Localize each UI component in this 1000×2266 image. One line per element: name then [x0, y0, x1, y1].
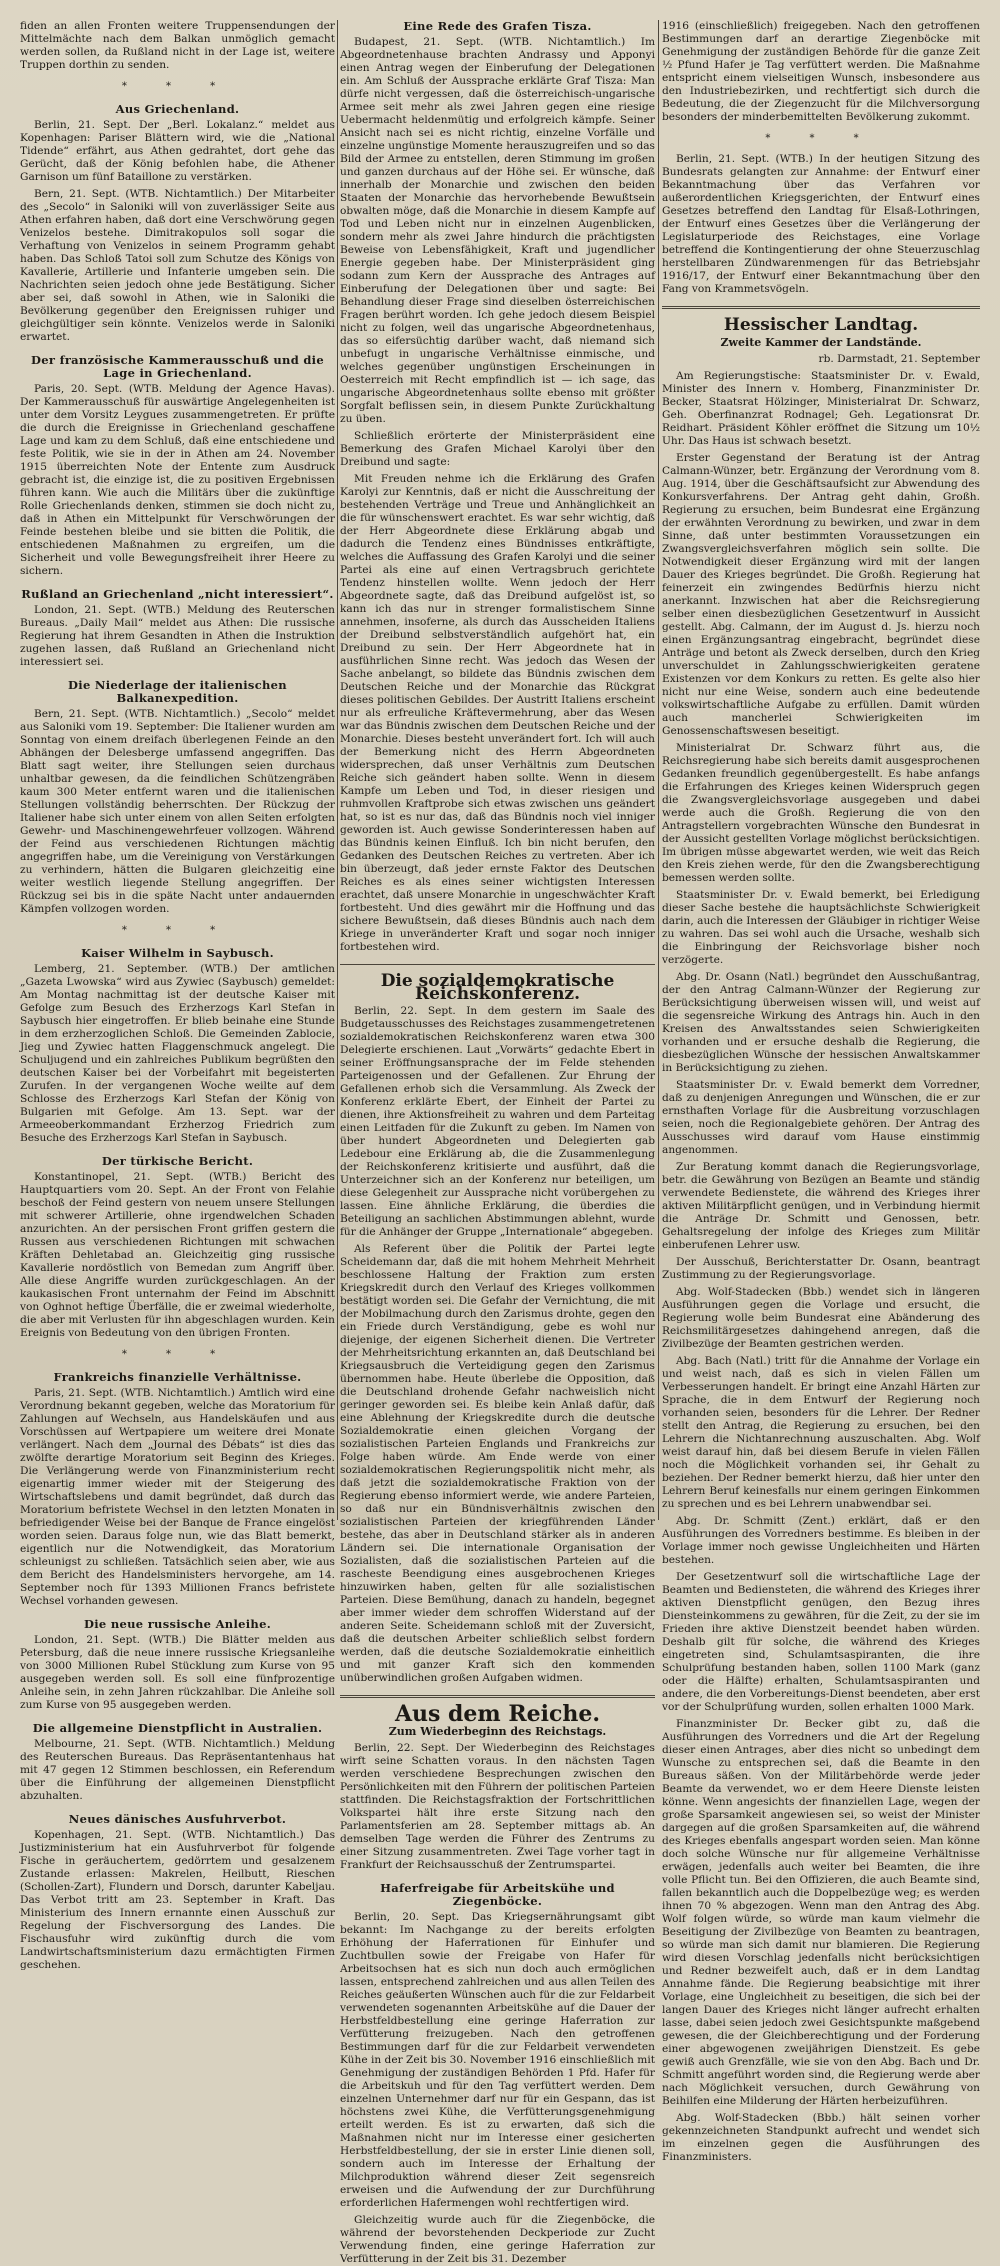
- article-paragraph: Abg. Dr. Schmitt (Zent.) erklärt, daß er den Ausführungen des Vorredners bestimme. Es bleiben in der Vorlage immer noch gewisse Ungleichheiten und Härten bestehen.: [662, 1515, 980, 1566]
- article-paragraph: Am Regierungstische: Staatsminister Dr. v. Ewald, Minister des Innern v. Homberg, Finanzminister Dr. Becker, Staatsrat Hölzinger, Ministerialrat Dr. Schwarz, Geh. Oberfinanzrat Rodnagel; Geh. Legationsrat Dr. Reidhart. Präsident Köhler eröffnet die Sitzung um 10½ Uhr. Das Haus ist schwach besetzt.: [662, 370, 980, 447]
- article-paragraph: Abg. Wolf-Stadecken (Bbb.) wendet sich in längeren Ausführungen gegen die Vorlage und ersucht, die Regierung wolle beim Bundesrat eine Abänderung des Reichsmilitärgesetzes dahingehend anregen, daß die Zivilbezüge der Beamten gestrichen werden.: [662, 1286, 980, 1350]
- headline-kammerausschuss: Der französische Kammerausschuß und die Lage in Griechenland.: [31, 353, 324, 380]
- column-right: [662, 20, 980, 2163]
- article-paragraph: Der Ausschuß, Berichterstatter Dr. Osann, beantragt Zustimmung zu der Regierungsvorlage.: [662, 1256, 980, 1281]
- headline-tisza: Eine Rede des Grafen Tisza.: [403, 19, 592, 33]
- article-paragraph: Lemberg, 21. September. (WTB.) Der amtlichen „Gazeta Lwowska“ wird aus Zywiec (Saybusch) gemeldet: Am Montag nachmittag ist der deutsche Kaiser mit Gefolge zum Besuch des Erzherzogs Karl Stefan in Saybusch hier eingetroffen. Er blieb beinahe eine Stunde in dem erzherzoglichen Schloß. Die Gemeinden Zablocie, Jieg und Zywiec hatten Flaggenschmuck angelegt. Die Schuljugend und ein zahlreiches Publikum begrüßten den deutschen Kaiser bei der Vorbeifahrt mit begeisterten Zurufen. In der vergangenen Woche weilte auf dem Schlosse des Erzherzogs Karl Stefan der König von Bulgarien mit Gefolge. Am 13. Sept. war der Armeeoberkommandant Erzherzog Friedrich zum Besuche des Erzherzogs Karl Stefan in Saybusch.: [20, 963, 335, 1144]
- article-paragraph: Abg. Bach (Natl.) tritt für die Annahme der Vorlage ein und weist nach, daß es sich in vielen Fällen um Verbesserungen handelt. Er bringt eine Anzahl Härten zur Sprache, die in dem Entwurf der Regierung noch vorhanden seien, besonders für die Lehrer. Der Redner stellt den Antrag, die Regierung zu ersuchen, bei den Lehrern die Nichtanrechnung auszuschalten. Abg. Wolf weist darauf hin, daß bei diesem Berufe in vielen Fällen noch die Möglichkeit vorhanden sei, ihr Gehalt zu beziehen. Der Redner bemerkt hierzu, daß hier unter den Lehrern Beruf keinesfalls nur einem geringen Einkommen zu sprechen und es bei Lehrern unabwendbar sei.: [662, 1355, 980, 1510]
- section-divider-stars: * * *: [121, 1349, 234, 1360]
- article-paragraph: Berlin, 20. Sept. Das Kriegsernährungsamt gibt bekannt: Im Nachgange zu der bereits erfolgten Erhöhung der Haferrationen für Einhufer und Zuchtbullen sowie der Freigabe von Hafer für Arbeitsochsen hat es sich nun doch auch ermöglichen lassen, entsprechend zahlreichen und aus allen Teilen des Reiches geäußerten Wünschen auch für die zur Feldarbeit verwendeten sogenannten Arbeitskühe auf die Dauer der Herbstfeldbestellung eine geringe Haferration zur Verfütterung freizugeben. Nach den getroffenen Bestimmungen darf für die zur Feldarbeit verwendeten Kühe in der Zeit bis 30. November 1916 einschließlich mit Genehmigung der zuständigen Behörden 1 Pfd. Hafer für die Arbeitskuh und für den Tag verfüttert werden. Dem einzelnen Unternehmer darf nur für ein Gespann, das ist höchstens zwei Kühe, die Verfütterungsgenehmigung erteilt werden. Es ist zu erwarten, daß sich die Maßnahmen nicht nur im Interesse einer gesicherten Herbstfeldbestellung, der sie in erster Linie dienen soll, sondern auch im Interesse der Erhaltung der Milchproduktion während dieser Zeit segensreich erweisen und die Aufwendung der zur Durchführung erforderlichen Hafermengen wohl rechtfertigen wird.: [340, 1911, 655, 2209]
- article-paragraph: Mit Freuden nehme ich die Erklärung des Grafen Karolyi zur Kenntnis, daß er nicht die Ausschreitung der bestehenden Verträge und Treue und Anhänglichkeit an die für wünschenswert erachtet. Es war sehr wichtig, daß der Herr Abgeordnete diese Erklärung abgab und dadurch die Tendenz eines Bündnisses entkräftigte, welches die Auffassung des Grafen Karolyi und die seiner Partei als eine auf einen Vertragsbruch gerichtete Tendenz hinstellen wollte. Wenn jedoch der Herr Abgeordnete sagte, daß das Dreibund aufgelöst ist, so kann ich das nur in strenger formalistischem Sinne annehmen, insoferne, als durch das Ausscheiden Italiens der Dreibund selbstverständlich aufgehört hat, ein Dreibund zu sein. Der Herr Abgeordnete hat in ausführlichen Sinne recht. Was jedoch das Wesen der Sache anbelangt, so bildete das Bündnis zwischen dem Deutschen Reiche und der Monarchie das Rückgrat dieses politischen Gebildes. Der Austritt Italiens erscheint nur als erfreuliche Kräftevermehrung, aber das Wesen war das Bündnis zwischen dem Deutschen Reiche und der Monarchie. Dieses besteht unverändert fort. Ich will auch der Bemerkung nicht des Herrn Abgeordneten widersprechen, daß unser Verhältnis zum Deutschen Reiche sich geändert haben sollte. Wenn in diesem Kampfe um Leben und Tod, in dieser riesigen und ruhmvollen Kraftprobe sich etwas zwischen uns geändert hat, so ist es nur das, daß das Bündnis noch viel inniger geworden ist. Auch gewisse Sonderinteressen haben auf das Bündnis keinen Einfluß. Ich bin nicht berufen, den Gedanken des Deutschen Reiches zu vertreten. Aber ich bin überzeugt, daß jeder ernste Faktor des Deutschen Reiches es als eines seiner wichtigsten Interessen erachtet, daß unsere Monarchie in ungeschwächter Kraft fortbesteht. Und dies gewährt mir die Hoffnung und das sichere Bewußtsein, daß dieses Bündnis auch nach dem Kriege in unveränderter Kraft und sogar noch inniger fortbestehen wird.: [340, 473, 655, 953]
- article-paragraph: Berlin, 21. Sept. Der „Berl. Lokalanz.“ meldet aus Kopenhagen: Pariser Blättern wird, wie die „National Tidende“ erfährt, aus Athen gedrahtet, dort gehe das Gerücht, daß der König befohlen habe, die Athener Garnison um fünf Bataillone zu verstärken.: [20, 119, 335, 183]
- article-paragraph: Staatsminister Dr. v. Ewald bemerkt, bei Erledigung dieser Sache bestehe die hauptsächlichste Schwierigkeit darin, auch die Interessen der Gläubiger in richtiger Weise zu wahren. Das sei wohl auch die Ursache, weshalb sich die Einbringung der Reichsvorlage bisher noch verzögerte.: [662, 889, 980, 966]
- article-paragraph: Berlin, 21. Sept. (WTB.) In der heutigen Sitzung des Bundesrats gelangten zur Annahme: der Entwurf einer Bekanntmachung über das Verfahren vor außerordentlichen Kriegsgerichten, der Entwurf eines Gesetzes betreffend den Landtag für Elsaß-Lothringen, der Entwurf eines Gesetzes über die Verlängerung der Legislaturperiode des Reichstages, eine Vorlage betreffend die Kontingentierung der ohne Steuerzuschlag herstellbaren Zündwarenmengen für das Betriebsjahr 1916/17, der Entwurf einer Bekanntmachung über den Fang von Krammetsvögeln.: [662, 153, 980, 295]
- article-paragraph: Kopenhagen, 21. Sept. (WTB. Nichtamtlich.) Das Justizministerium hat ein Ausfuhrverbot für folgende Fische in geräuchertem, gedörrtem und gesalzenem Zustande erlassen: Makrelen, Heilbutt, Rieschen (Schollen-Zart), Flundern und Dorsch, darunter Kabeljau. Das Verbot tritt am 23. September in Kraft. Das Ministerium des Innern ernannte einen Ausschuß zur Regelung der Fischversorgung des Landes. Die Fischausfuhr wird zukünftig durch die vom Landwirtschaftsministerium dazu ermächtigten Firmen geschehen.: [20, 1829, 335, 1971]
- headline-frankreich-finanzen: Frankreichs finanzielle Verhältnisse.: [53, 1370, 302, 1384]
- article-paragraph: Erster Gegenstand der Beratung ist der Antrag Calmann-Wünzer, betr. Ergänzung der Verordnung vom 8. Aug. 1914, über die Geschäftsaufsicht zur Abwendung des Konkursverfahrens. Der Antrag geht dahin, Großh. Regierung zu ersuchen, beim Bundesrat eine Ergänzung der erwähnten Verordnung zu bewirken, und zwar in dem Sinne, daß unter bestimmten Voraussetzungen ein Zwangsvergleichsverfahren möglich sein sollte. Die Notwendigkeit dieser Ergänzung wird mit der langen Dauer des Krieges begründet. Die Großh. Regierung hat feinerzeit ein zwingendes Bedürfnis hierzu nicht anerkannt. Inzwischen hat aber die Reichsregierung selber einen diesbezüglichen Gesetzentwurf in Aussicht gestellt. Abg. Calmann, der im August d. Js. hierzu noch einen Ergänzungsantrag eingebracht, begründet diese Anträge und betont als Zweck derselben, durch den Krieg unverschuldet in Zahlungsschwierigkeiten geratene Existenzen vor dem Konkurs zu retten. Es gelte also hier nicht nur eine Weise, sondern auch eine bedeutende volkswirtschaftliche Aufgabe zu erfüllen. Damit würden auch mancherlei Schwierigkeiten im Genossenschaftswesen beseitigt.: [662, 452, 980, 737]
- subheadline-reichstag: Zum Wiederbeginn des Reichstags.: [388, 1725, 607, 1738]
- subheadline-zweite-kammer: Zweite Kammer der Landstände.: [720, 336, 922, 349]
- article-paragraph: Gleichzeitig wurde auch für die Ziegenböcke, die während der bevorstehenden Deckperiode zur Zucht Verwendung finden, eine geringe Haferration zur Verfütterung in der Zeit bis 31. Dezember: [340, 2214, 655, 2265]
- section-divider-stars: * * *: [121, 81, 234, 92]
- article-paragraph: Finanzminister Dr. Becker gibt zu, daß die Ausführungen des Vorredners und die Art der Regelung dieser einen Antrages, aber dies nicht so unbedingt dem Wunsche zu entsprechen sei, daß die Beamte in den Bureaus säßen. Von der Militärbehörde werde jeder Beamte da verwendet, wo er dem Heere Dienste leisten könne. Wenn angesichts der finanziellen Lage, wegen der große Sparsamkeit angewiesen sei, so weist der Minister dargegen auf die großen Sparsamkeiten auf, die während des Krieges ebenfalls angespart worden seien. Man könne doch solche Wünsche nur für allgemeine Verhältnisse erwägen, jedenfalls auch weiter bei Beamten, die ihre volle Pflicht tun. Bei den Offizieren, die auch Beamte sind, fallen bekanntlich auch die Doppelbezüge weg; es werden ihnen 70 % abgezogen. Wenn man den Antrag des Abg. Wolf folgen würde, so würde man kaum vielmehr die Beseitigung der Zivilbezüge von Beamten zu beantragen, so würde man sich damit nur blamieren. Die Regierung wird diesen Vorschlag jedenfalls nicht berücksichtigen und Redner bezweifelt auch, daß er in dem Landtag Annahme fände. Die Regierung beabsichtige mit ihrer Vorlage, eine Ungleichheit zu beseitigen, die sich bei der langen Dauer des Krieges nicht länger aufrecht erhalten lasse, dabei seien jedoch zwei Gesichtspunkte maßgebend gewesen, die der Gleichberechtigung und der Forderung einer abgewogenen zweijährigen Dienstzeit. Es gebe gewiß auch Grenzfälle, wie sie von den Abg. Bach und Dr. Schmitt angeführt worden sind, die Regierung werde aber nach Möglichkeit versuchen, durch Gewährung von Beihilfen eine Milderung der Härten herbeizuführen.: [662, 1718, 980, 2107]
- section-rule: [662, 306, 980, 309]
- article-paragraph: Budapest, 21. Sept. (WTB. Nichtamtlich.) Im Abgeordnetenhause brachten Andrassy und Apponyi einen Antrag wegen der Einberufung der Delegationen ein. Am Schluß der Aussprache erklärte Graf Tisza: Man dürfe nicht vergessen, daß die österreichisch-ungarische Armee seit mehr als zwei Jahren gegen eine riesige Uebermacht heldenmütig und erfolgreich kämpfe. Seiner Ansicht nach sei es nicht richtig, einzelne Vorfälle und einzelne ungünstige Momente herauszugreifen und so das Bild der Armee zu entstellen, deren Stimmung im großen und ganzen durchaus auf der Höhe sei. Er wünsche, daß innerhalb der Monarchie und zwischen den beiden Staaten der Monarchie das hervorhebende Bewußtsein obwalten möge, daß die Monarchie in diesem Kampfe auf Tod und Leben nicht nur in einzelnen Augenblicken, sondern mehr als zwei Jahre hindurch die prächtigsten Beweise von Lebensfähigkeit, Kraft und jugendlicher Energie gegeben habe. Der Ministerpräsident ging sodann zum Kern der Aussprache des Antrages auf Einberufung der Delegationen über und sagte: Bei Behandlung dieser Frage sind dieselben österreichischen Fragen berührt worden. Ich gehe jedoch diesem Beispiel nicht zu folgen, weil das ungarische Abgeordnetenhaus, das so eifersüchtig darüber wacht, daß niemand sich unbefugt in ungarische Verhältnisse einmische, und welches gegenüber ungünstigen Erscheinungen in Oesterreich mit Recht empfindlich ist — ich sage, das ungarische Abgeordnetenhaus sollte ebenso mit größter Sorgfalt beflissen sein, in diesem Punkte Zurückhaltung zu üben.: [340, 36, 655, 425]
- headline-reichskonferenz: Die sozialdemokratische Reichskonferenz.: [380, 971, 615, 1004]
- headline-russland: Rußland an Griechenland „nicht interessiert“.: [21, 587, 334, 601]
- article-paragraph: Berlin, 22. Sept. In dem gestern im Saale des Budgetausschusses des Reichstages zusammengetretenen sozialdemokratischen Reichskonferenz waren etwa 300 Delegierte erschienen. Laut „Vorwärts“ gedachte Ebert in seiner Eröffnungsansprache der im Felde stehenden Parteigenossen und der Gefallenen. Zur Ehrung der Gefallenen erhob sich die Versammlung. Als Zweck der Konferenz erklärte Ebert, der Einheit der Partei zu dienen, ihre Aktionsfreiheit zu wahren und dem Parteitag einen Leitfaden für die Zukunft zu geben. Im Namen von über hundert Abgeordneten und Delegierten gab Ledebour eine Erklärung ab, die die Zusammenlegung der Reichskonferenz kritisierte und ausführt, daß die Unterzeichner sich an der Konferenz nur beteiligen, um diese Gelegenheit zur Aussprache nicht vorübergehen zu lassen. Eine ähnliche Erklärung, die überdies die Beteiligung an sachlichen Abstimmungen ablehnt, wurde für die Anhänger der Gruppe „Internationale“ abgegeben.: [340, 1005, 655, 1238]
- article-paragraph: Paris, 20. Sept. (WTB. Meldung der Agence Havas). Der Kammerausschuß für auswärtige Angelegenheiten ist unter dem Vorsitz Leygues zusammengetreten. Er prüfte die durch die Ereignisse in Griechenland geschaffene Lage und kam zu dem Schluß, daß eine entschiedene und feste Politik, wie sie in der in Athen am 24. November 1915 überreichten Note der Entente zum Ausdruck gebracht ist, die einzige ist, die zu positiven Ergebnissen führen kann. Wie auch die Militärs über die zukünftige Rolle Griechenlands denken, stimmen sie doch nicht zu, daß in Athen ein Mittelpunkt für Verschwörungen der Feinde bestehen bleibe und sie bitten die Politik, die entschiedenen Maßnahmen zu ergreifen, um die Sicherheit und volle Bewegungsfreiheit ihrer Heere zu sichern.: [20, 383, 335, 577]
- article-paragraph: Berlin, 22. Sept. Der Wiederbeginn des Reichstages wirft seine Schatten voraus. In den nächsten Tagen werden verschiedene Besprechungen zwischen den Persönlichkeiten mit den Führern der politischen Parteien stattfinden. Die Reichstagsfraktion der Fortschrittlichen Volkspartei hält ihre erste Sitzung nach den Parlamentsferien am 28. September mittags ab. An demselben Tage werden die Führer des Zentrums zu einer Sitzung zusammentreten. Zwei Tage vorher tagt in Frankfurt der Reichsausschuß der Zentrumspartei.: [340, 1742, 655, 1871]
- column-rule: [658, 20, 659, 1520]
- lead-paragraph: fiden an allen Fronten weitere Truppensendungen der Mittelmächte nach dem Balkan unmöglich gemacht werden sollen, da Rußland nicht in der Lage ist, weitere Truppen dorthin zu senden.: [20, 20, 335, 71]
- article-paragraph: London, 21. Sept. (WTB.) Meldung des Reuterschen Bureaus. „Daily Mail“ meldet aus Athen: Die russische Regierung hat ihrem Gesandten in Athen die Instruktion zugehen lassen, daß Rußland an Griechenland nicht interessiert sei.: [20, 604, 335, 668]
- section-rule: [340, 964, 655, 965]
- article-paragraph: Ministerialrat Dr. Schwarz führt aus, die Reichsregierung habe sich bereits damit ausgesprochenen Gedanken freundlich gegenübergestellt. Es habe anfangs die Erfahrungen des Krieges keinen Widerspruch gegen die Zwangsvergleichsvorlage ausgegeben und dabei werde auch die Großh. Regierung die von den Antragstellern vorgebrachten Wünsche den Bundesrat in der Aussicht gestellten Vorlage möglichst berücksichtigen. Im übrigen müsse abgewartet werden, wie weit das Reich den Kreis ziehen werde, für den die Zwangsberechtigung bemessen werden sollte.: [662, 742, 980, 884]
- section-divider-stars: * * *: [765, 133, 877, 144]
- column-rule: [337, 20, 338, 1520]
- headline-dienstpflicht-australien: Die allgemeine Dienstpflicht in Australien.: [32, 1721, 323, 1735]
- article-paragraph: Melbourne, 21. Sept. (WTB. Nichtamtlich.) Meldung des Reuterschen Bureaus. Das Repräsentantenhaus hat mit 47 gegen 12 Stimmen beschlossen, ein Referendum über die Einführung der allgemeinen Dienstpflicht abzuhalten.: [20, 1738, 335, 1802]
- headline-tuerkischer-bericht: Der türkische Bericht.: [101, 1154, 254, 1168]
- dateline: rb. Darmstadt, 21. September: [818, 353, 980, 365]
- article-paragraph: Bern, 21. Sept. (WTB. Nichtamtlich.) „Secolo“ meldet aus Saloniki vom 19. September: Die Italiener wurden am Sonntag von einem dreifach überlegenen Feinde an den Abhängen der Delesberge umfassend angegriffen. Das Blatt sagt weiter, ihre Stellungen seien durchaus unhaltbar gewesen, da die feindlichen Schützengräben kaum 300 Meter entfernt waren und die italienischen Stellungen vollständig beherrschten. Der Rückzug der Italiener habe sich unter einem von allen Seiten erfolgten Gewehr- und Maschinengewehrfeuer vollzogen. Während der Feind aus verschiedenen Richtungen mächtig angegriffen habe, um die Vereinigung von Verstärkungen zu verhindern, hätten die Bulgaren gleichzeitig eine weiter westlich liegende Stellung angegriffen. Der Rückzug sei bis in die späte Nacht unter andauernden Kämpfen vollzogen worden.: [20, 708, 335, 915]
- article-paragraph: Als Referent über die Politik der Partei legte Scheidemann dar, daß die mit hohem Mehrheit Mehrheit beschlossene Haltung der Fraktion zum ersten Kriegskredit durch den Verlauf des Krieges vollkommen bestätigt worden sei. Die Gefahr der Vernichtung, die mit der Mobilmachung durch den Zarismus drohte, gegen den ein Friede durch Verständigung, gebe es wohl nur diejenige, der eigenen Sicherheit dienen. Die Vertreter der Mehrheitsrichtung erkannten an, daß Deutschland bei Kriegsausbruch die Verteidigung gegen den Zarismus übernommen habe. Heute überlebe die Opposition, daß die Deutschland drohende Gefahr nachweislich nicht geringer geworden sei. Es bleibe kein Anlaß dafür, daß eine Ablehnung der Kriegskredite durch die deutsche Sozialdemokratie einen gleichen Vorgang der sozialistischen Parteien Englands und Frankreichs zur Folge haben würde. Am Ende werde von einer sozialdemokratischen Regierungspolitik nicht mehr, als daß jetzt die sozialdemokratische Fraktion von der Regierung ebenso informiert werde, wie andere Parteien, so daß nur ein Bündnisverhältnis zwischen den sozialistischen Parteien der kriegführenden Länder bestehe, das aber in Deutschland stärker als in anderen Ländern sei. Die internationale Organisation der Sozialisten, daß die sozialistischen Parteien auf die rascheste Beendigung eines ausgebrochenen Krieges hinzuwirken haben, gelten für alle sozialistischen Parteien. Diese Bemühung, danach zu handeln, begegnet aber immer wieder dem schroffen Widerstand auf der anderen Seite. Scheidemann schloß mit der Zuversicht, daß die deutschen Arbeiter schließlich selbst fordern werden, daß die deutsche Sozialdemokratie einheitlich und mit ganzer Kraft sich den kommenden unüberwindlichen großen Aufgaben widmen.: [340, 1243, 655, 1684]
- article-paragraph: Zur Beratung kommt danach die Regierungsvorlage, betr. die Gewährung von Bezügen an Beamte und ständig verwendete Bedienstete, die während des Krieges ihrer aktiven Militärpflicht genügen, und in Verbindung hiermit die Anträge Dr. Schmitt und Genossen, betr. Gehaltsregelung der infolge des Krieges zum Militär einberufenen Lehrer usw.: [662, 1161, 980, 1251]
- headline-balkanexpedition: Die Niederlage der italienischen Balkanexpedition.: [68, 678, 287, 705]
- headline-griechenland: Aus Griechenland.: [115, 102, 240, 116]
- lead-paragraph: 1916 (einschließlich) freigegeben. Nach den getroffenen Bestimmungen darf an derartige Ziegenböcke mit Genehmigung der zuständigen Behörde für die ganze Zeit ½ Pfund Hafer je Tag verfüttert werden. Die Maßnahme entspricht einem vielseitigen Wunsch, insbesondere aus den Industriebezirken, und rechtfertigt sich durch die Bedeutung, die der Ziegenzucht für die Milchversorgung besonders der minderbemittelten Bevölkerung zukommt.: [662, 20, 980, 123]
- section-divider-stars: * * *: [121, 925, 234, 936]
- article-paragraph: Staatsminister Dr. v. Ewald bemerkt dem Vorredner, daß zu denjenigen Anregungen und Wünschen, die er zur ernsthaften Vorlage für die Ausbreitung vorzuschlagen seien, noch die Regionalgebiete gehören. Der Antrag des Ausschusses wird darauf vom Hause einstimmig angenommen.: [662, 1079, 980, 1156]
- article-paragraph: Paris, 21. Sept. (WTB. Nichtamtlich.) Amtlich wird eine Verordnung bekannt gegeben, welche das Moratorium für Zahlungen auf Wechseln, aus Handelskäufen und aus Vorschüssen auf Wertpapiere um weitere drei Monate verlängert. Nach dem „Journal des Débats“ ist dies das zwölfte derartige Moratorium seit Beginn des Krieges. Die Verlängerung werde von Finanzministerium recht eigenartig immer wieder mit der Steigerung des Wirtschaftslebens und damit begründet, daß durch das Moratorium befristete Wechsel in den letzten Monaten in befriedigender Weise bei der Banque de France eingelöst worden seien. Daraus folge nun, wie das Blatt bemerkt, eigentlich nur die Notwendigkeit, das Moratorium schleunigst zu schließen. Tatsächlich seien aber, wie aus dem Bericht des Handelsministers hervorgehe, am 14. September noch für 1393 Millionen Francs befristete Wechsel vorhanden gewesen.: [20, 1387, 335, 1607]
- article-paragraph: Bern, 21. Sept. (WTB. Nichtamtlich.) Der Mitarbeiter des „Secolo“ in Saloniki will von zuverlässiger Seite aus Athen erfahren haben, daß dort eine Verschwörung gegen Venizelos bestehe. Dimitrakopulos soll sogar die Verhaftung von Venizelos in seinem Programm gehabt haben. Das Schloß Tatoi soll zum Schutze des Königs von Kavallerie, Artillerie und Infanterie umgeben sein. Die Nachrichten seien jedoch ohne jede Bestätigung. Sicher aber sei, daß sowohl in Athen, wie in Saloniki die Bevölkerung gegenüber den Ereignissen ruhiger und gleichgültiger sein könnte. Venizelos werde in Saloniki erwartet.: [20, 188, 335, 343]
- article-paragraph: Abg. Wolf-Stadecken (Bbb.) hält seinen vorher gekennzeichneten Standpunkt aufrecht und wendet sich im einzelnen gegen die Ausführungen des Finanzministers.: [662, 2112, 980, 2163]
- headline-aus-dem-reiche: Aus dem Reiche.: [394, 1701, 601, 1727]
- article-paragraph: Der Gesetzentwurf soll die wirtschaftliche Lage der Beamten und Bediensteten, die während des Krieges ihrer aktiven Dienstpflicht genügen, den Bezug ihres Diensteinkommens zu gewähren, für die Zeit, zu der sie im Frieden ihre aktive Dienstzeit beendet haben würden. Deshalb gilt für solche, die während des Krieges eingetreten sind, Schulamtsaspiranten, die ihre Schulprüfung bestanden haben, sollen 1100 Mark (ganz oder die Hälfte) erhalten, Schulamtsaspiranten und andere, die den Vorbereitungs-Dienst beendeten, aber erst vor der Schulprüfung wurden, sollen erhalten 1000 Mark.: [662, 1571, 980, 1713]
- headline-haferfreigabe: Haferfreigabe für Arbeitskühe und Ziegenböcke.: [380, 1881, 615, 1908]
- section-rule: [340, 1695, 655, 1698]
- article-paragraph: Konstantinopel, 21. Sept. (WTB.) Bericht des Hauptquartiers vom 20. Sept. An der Front von Felahie beschoß der Feind gestern von neuem unsere Stellungen mit schwerer Artillerie, ohne irgendwelchen Schaden anzurichten. An der persischen Front griffen gestern die Russen aus verschiedenen Richtungen mit schwachen Kräften Dehletabad an. Gleichzeitig ging russische Kavallerie nordöstlich von Bemedan zum Angriff über. Alle diese Angriffe wurden zurückgeschlagen. An der kaukasischen Front unternahm der Feind im Abschnitt von Oghnot heftige Überfälle, die er zweimal wiederholte, die aber mit Verlusten für ihn abgeschlagen wurden. Kein Ereignis von Bedeutung von den übrigen Fronten.: [20, 1171, 335, 1339]
- headline-kaiser-wilhelm: Kaiser Wilhelm in Saybusch.: [81, 946, 274, 960]
- article-paragraph: London, 21. Sept. (WTB.) Die Blätter melden aus Petersburg, daß die neue innere russische Kriegsanleihe von 3000 Millionen Rubel Stücklung zum Kurse von 95 ausgegeben werden soll. Es soll eine fünfprozentige Anleihe sein, in zehn Jahren rückzahlbar. Die Anleihe soll zum Kurse von 95 ausgegeben werden.: [20, 1634, 335, 1711]
- column-left: [20, 20, 335, 1971]
- headline-russische-anleihe: Die neue russische Anleihe.: [83, 1617, 272, 1631]
- article-paragraph: Schließlich erörterte der Ministerpräsident eine Bemerkung des Grafen Michael Karolyi über den Dreibund und sagte:: [340, 430, 655, 468]
- column-middle: [340, 19, 655, 2265]
- article-paragraph: Abg. Dr. Osann (Natl.) begründet den Ausschußantrag, der den Antrag Calmann-Wünzer der Regierung zur Berücksichtigung überweisen wissen will, und weist auf die segensreiche Wirkung des Antrags hin. Auch in den Kreisen des Anwaltsstandes seien Schwierigkeiten vorhanden und er ersuche deshalb die Regierung, die diesbezüglichen Wünsche der hessischen Anwaltskammer in Berücksichtigung zu ziehen.: [662, 971, 980, 1074]
- headline-ausfuhrverbot: Neues dänisches Ausfuhrverbot.: [68, 1812, 287, 1826]
- headline-hessischer-landtag: Hessischer Landtag.: [723, 315, 919, 335]
